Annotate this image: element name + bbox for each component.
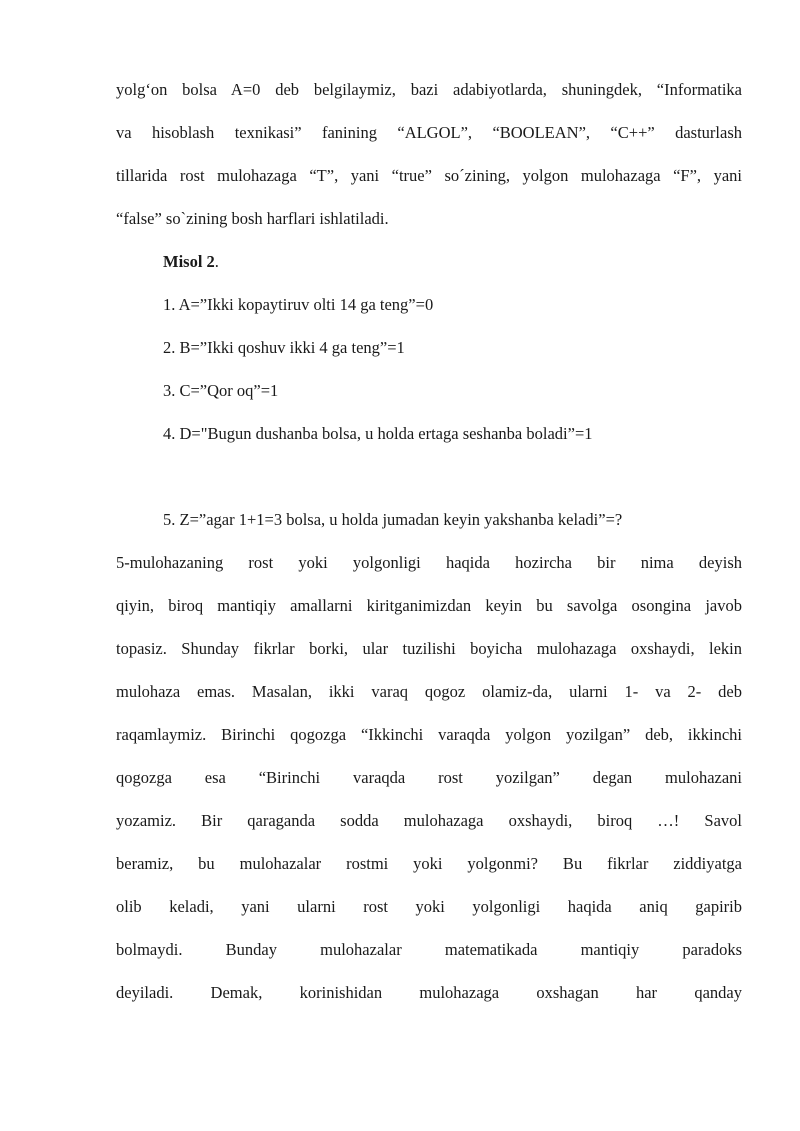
text-line: olib keladi, yani ularni rost yoki yolgonligi haqida aniq gapirib [116, 897, 742, 916]
text-line: 5-mulohazaning rost yoki yolgonligi haqida hozircha bir nima deyish [116, 553, 742, 572]
text-line: qogozga esa “Birinchi varaqda rost yozilgan” degan mulohazani [116, 768, 742, 787]
text-line: raqamlaymiz. Birinchi qogozga “Ikkinchi varaqda yolgon yozilgan” deb, ikkinchi [116, 725, 742, 744]
example-label-suffix: . [214, 252, 219, 271]
text-line: bolmaydi. Bunday mulohazalar matematikada mantiqiy paradoks [116, 940, 742, 959]
example-item-3: 3. C=”Qor oq”=1 [163, 381, 279, 400]
text-line: topasiz. Shunday fikrlar borki, ular tuzilishi boyicha mulohazaga oxshaydi, lekin [116, 639, 742, 658]
text-line: beramiz, bu mulohazalar rostmi yoki yolgonmi? Bu fikrlar ziddiyatga [116, 854, 742, 873]
example-label: Misol 2 [163, 252, 215, 271]
example-item-5: 5. Z=”agar 1+1=3 bolsa, u holda jumadan keyin yakshanba keladi”=? [163, 510, 623, 529]
text-line: yolg‘on bolsa A=0 deb belgilaymiz, bazi adabiyotlarda, shuningdek, “Informatika [116, 80, 742, 99]
intro-paragraph [116, 68, 742, 240]
blank-line [116, 455, 742, 498]
text-line: mulohaza emas. Masalan, ikki varaq qogoz olamiz-da, ularni 1- va 2- deb [116, 682, 742, 701]
example-item-2: 2. B=”Ikki qoshuv ikki 4 ga teng”=1 [163, 338, 405, 357]
text-line: va hisoblash texnikasi” fanining “ALGOL”, “BOOLEAN”, “C++” dasturlash [116, 123, 742, 142]
body-paragraph [116, 541, 742, 1014]
text-line: yozamiz. Bir qaraganda sodda mulohazaga oxshaydi, biroq …! Savol [116, 811, 742, 830]
example-heading [116, 240, 742, 283]
text-line: qiyin, biroq mantiqiy amallarni kiritganimizdan keyin bu savolga osongina javob [116, 596, 742, 615]
document-page [116, 68, 742, 1014]
text-line: deyiladi. Demak, korinishidan mulohazaga oxshagan har qanday [116, 983, 742, 1002]
text-line: “false” so`zining bosh harflari ishlatiladi. [116, 209, 389, 228]
text-line: tillarida rost mulohazaga “T”, yani “true” so´zining, yolgon mulohazaga “F”, yani [116, 166, 742, 185]
example-item-1: 1. A=”Ikki kopaytiruv olti 14 ga teng”=0 [163, 295, 434, 314]
example-item-4: 4. D="Bugun dushanba bolsa, u holda ertaga seshanba boladi”=1 [163, 424, 593, 443]
